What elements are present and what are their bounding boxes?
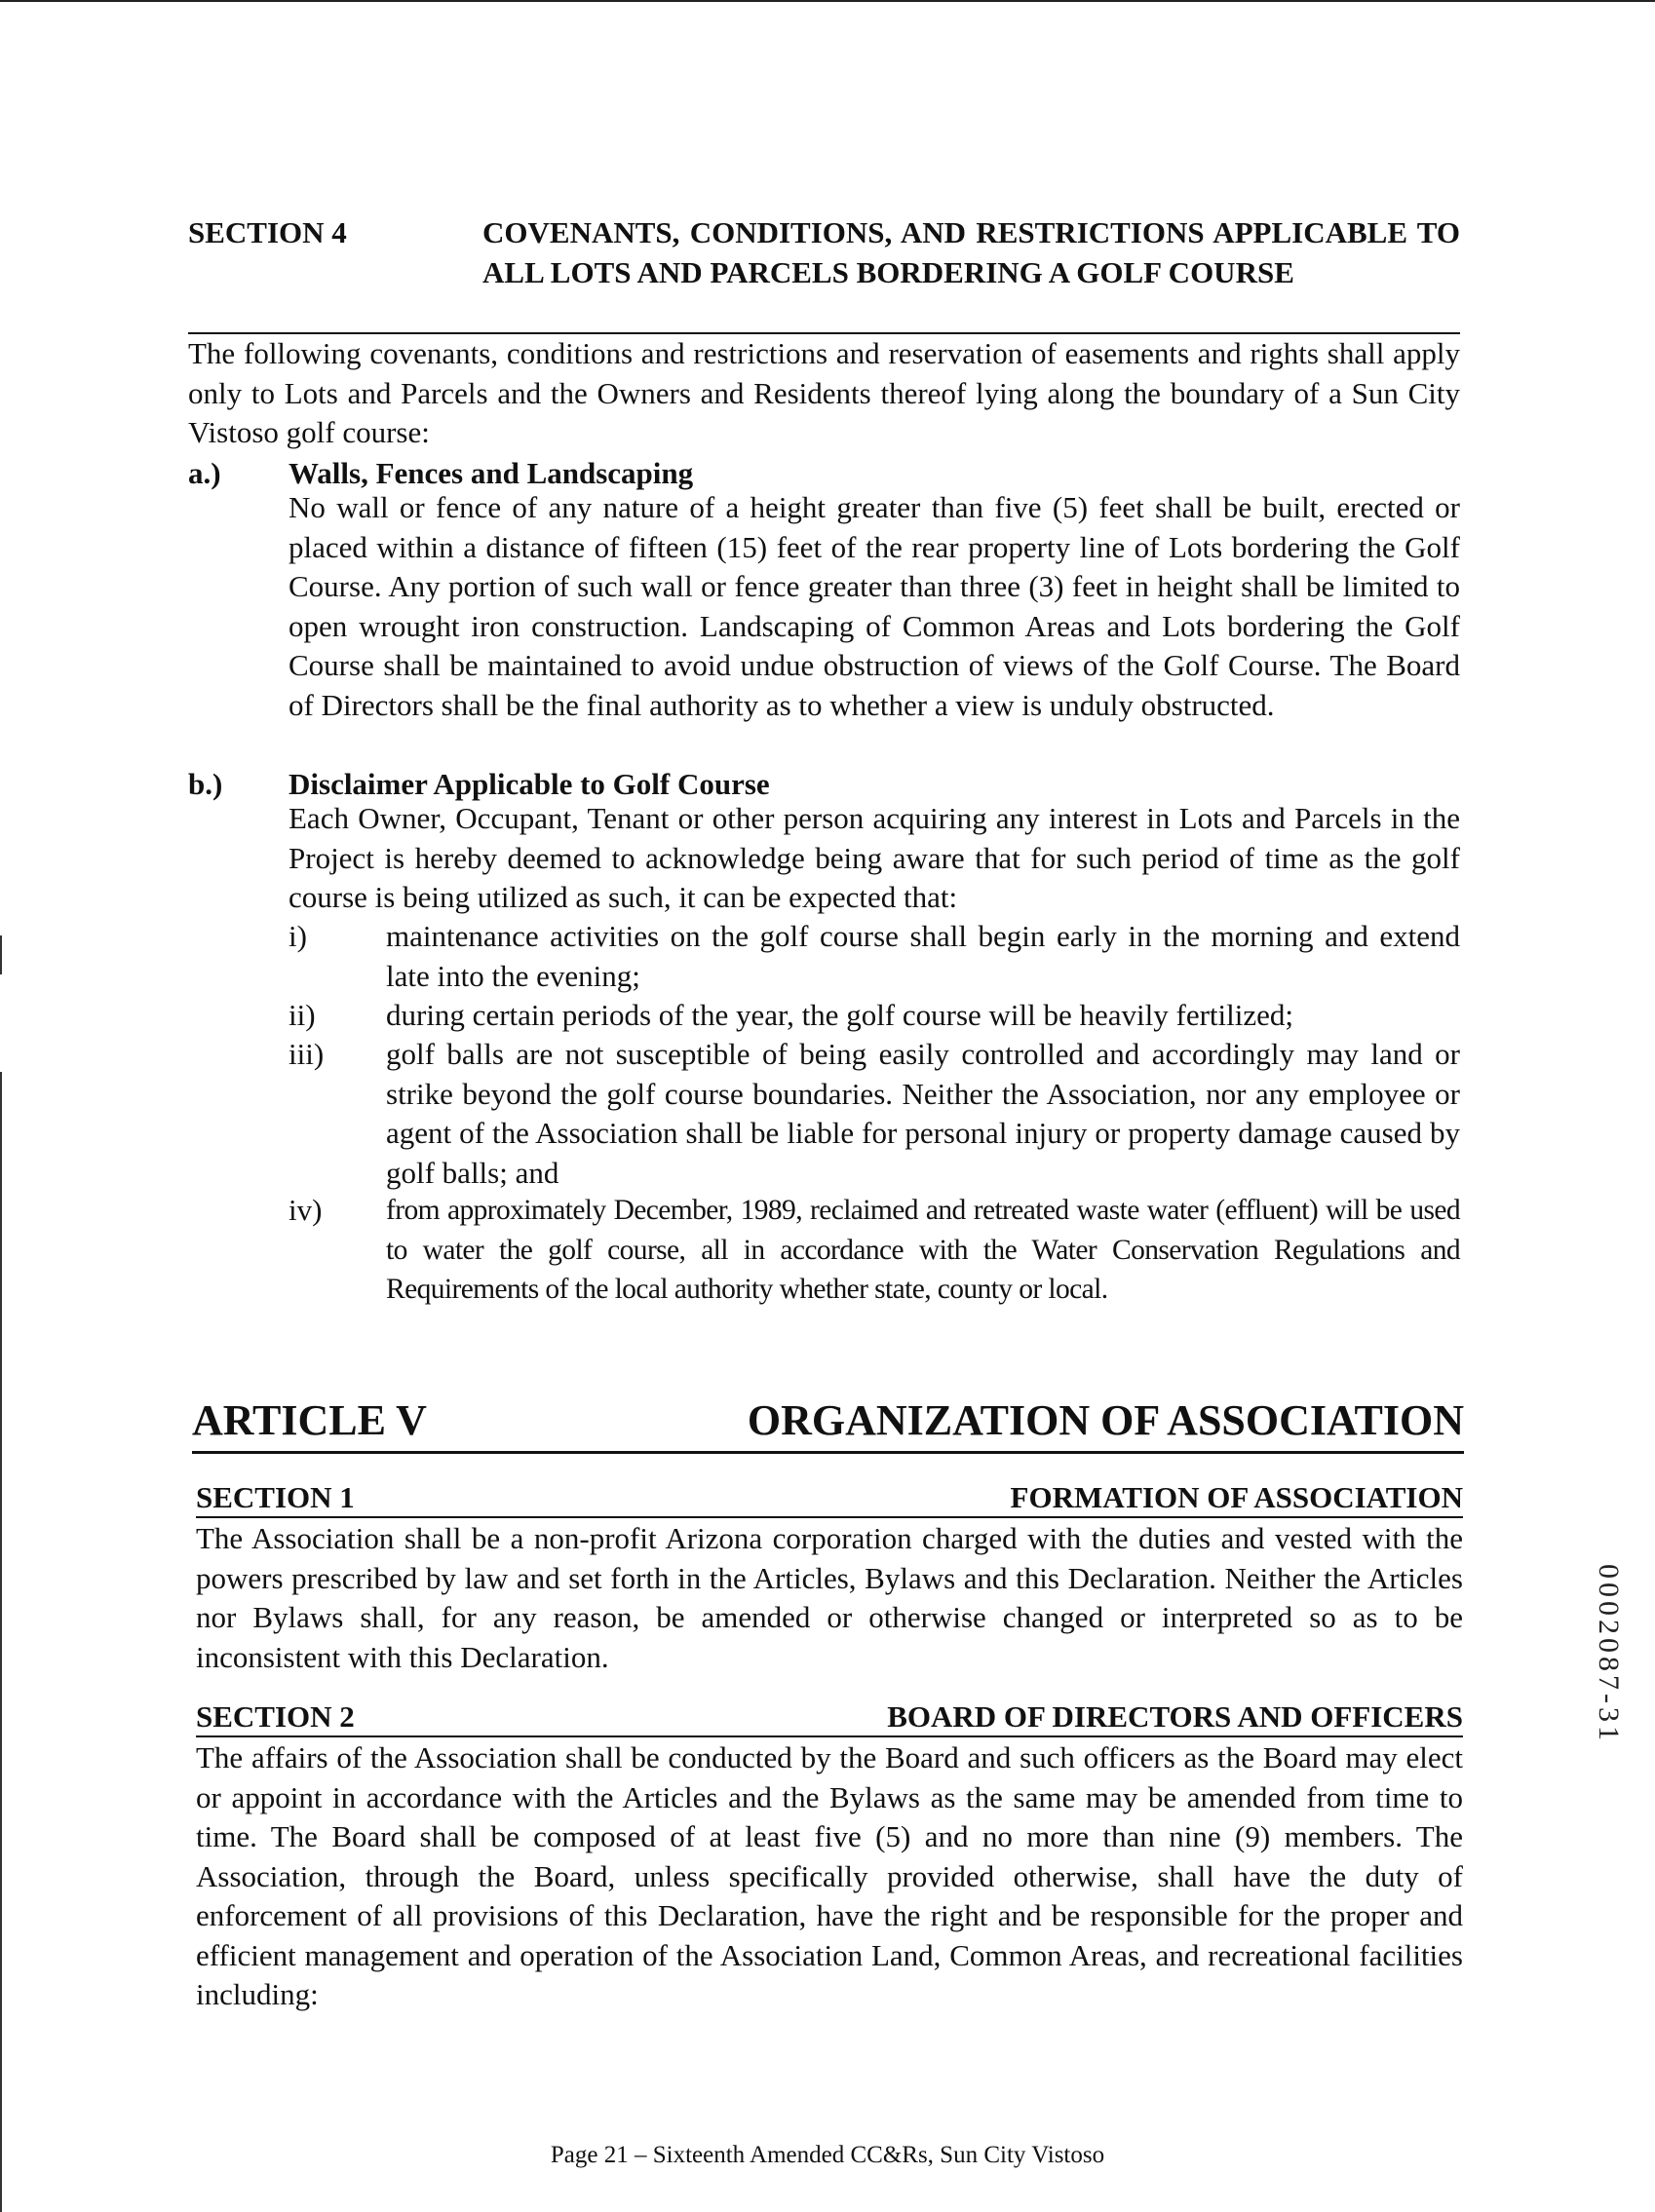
bates-number-text: 0002087-31	[1593, 1564, 1625, 1744]
section-1-body: The Association shall be a non-profit Arizona corporation charged with the duties and vested with the powers prescribed by law and set forth in the Articles, Bylaws and this Declaration. Neither the Articles nor Bylaws shall, for any reason, be amended or otherwise changed or interpreted so as to be inconsistent with this Declaration.	[196, 1521, 1463, 1674]
article-title: ORGANIZATION OF ASSOCIATION	[747, 1396, 1464, 1444]
subitem-text: golf balls are not susceptible of being easily controlled and accordingly may land or strike beyond the golf course boundaries. Neither the Association, nor any employee or agent of the Association shall be liable for personal injury or property damage caused by golf balls; and	[386, 1037, 1460, 1190]
section-4-label: SECTION 4	[188, 215, 347, 249]
item-a-letter: a.)	[188, 456, 221, 490]
subitem-text: from approximately December, 1989, reclaimed and retreated waste water (effluent) will be used to water the golf course, all in accordance with the Water Conservation Regulations and Requirements of the local authority whether state, county or local.	[386, 1195, 1460, 1305]
page-footer: Page 21 – Sixteenth Amended CC&Rs, Sun City Vistoso	[550, 2142, 1105, 2168]
section-2-rule	[196, 1735, 1463, 1737]
section-1-rule	[196, 1516, 1463, 1518]
subitem-number: iii)	[289, 1037, 325, 1071]
subitem-text: during certain periods of the year, the golf course will be heavily fertilized;	[386, 998, 1293, 1032]
article-rule	[192, 1451, 1464, 1454]
item-b-body: Each Owner, Occupant, Tenant or other person acquiring any interest in Lots and Parcels in the Project is hereby deemed to acknowledge being aware that for such period of time as the golf course is being utilized as such, it can be expected that:	[289, 801, 1460, 914]
item-a-body: No wall or fence of any nature of a height greater than five (5) feet shall be built, erected or placed within a distance of fifteen (15) feet of the rear property line of Lots bordering the Golf Course. Any portion of such wall or fence greater than three (3) feet in height shall be limited to open wrought iron construction. Landscaping of Common Areas and Lots bordering the Golf Course shall be maintained to avoid undue obstruction of views of the Golf Course. The Board of Directors shall be the final authority as to whether a view is unduly obstructed.	[289, 490, 1460, 722]
section-2-title: BOARD OF DIRECTORS AND OFFICERS	[887, 1699, 1463, 1734]
item-b-heading: Disclaimer Applicable to Golf Course	[289, 767, 770, 801]
subitem-number: i)	[289, 919, 307, 953]
subitem-number: iv)	[289, 1193, 323, 1227]
subitem-number: ii)	[289, 998, 316, 1032]
section-2-label: SECTION 2	[196, 1699, 355, 1734]
item-b-letter: b.)	[188, 767, 223, 801]
section-4-intro: The following covenants, conditions and restrictions and reservation of easements and rights shall apply only to Lots and Parcels and the Owners and Residents thereof lying along the boundary of a Sun City Vistoso golf course:	[188, 336, 1460, 449]
item-a-heading: Walls, Fences and Landscaping	[289, 456, 694, 490]
section-1-title: FORMATION OF ASSOCIATION	[1010, 1480, 1463, 1514]
section-4-title: COVENANTS, CONDITIONS, AND RESTRICTIONS APPLICABLE TO ALL LOTS AND PARCELS BORDERING A GOLF COURSE	[482, 215, 1460, 289]
section-2-body: The affairs of the Association shall be conducted by the Board and such officers as the Board may elect or appoint in accordance with the Articles and the Bylaws as the same may be amended from time to time. The Board shall be composed of at least five (5) and no more than nine (9) members. The Association, through the Board, unless specifically provided otherwise, shall have the duty of enforcement of all provisions of this Declaration, have the right and be responsible for the proper and efficient management and operation of the Association Land, Common Areas, and recreational facilities including:	[196, 1740, 1463, 2011]
article-label: ARTICLE V	[192, 1396, 427, 1444]
bates-number	[1584, 1564, 1642, 1837]
section-1-label: SECTION 1	[196, 1480, 355, 1514]
subitem-text: maintenance activities on the golf course shall begin early in the morning and extend late into the evening;	[386, 919, 1460, 993]
